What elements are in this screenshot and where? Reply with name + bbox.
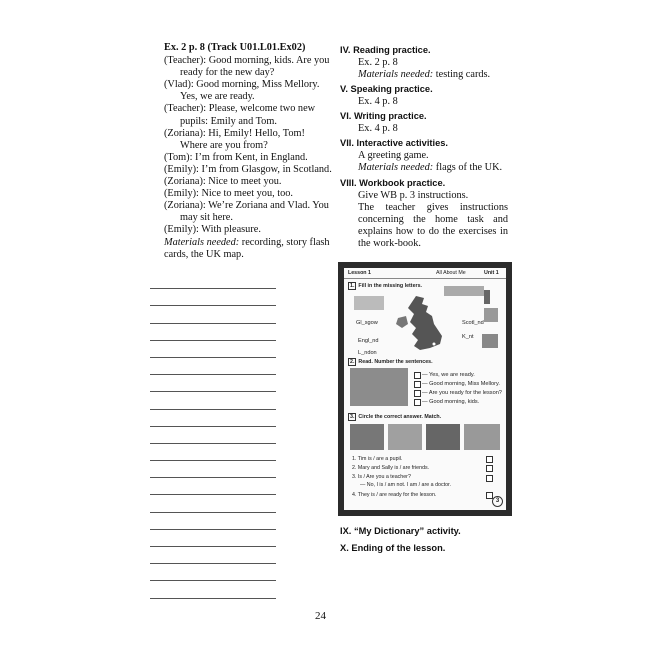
workbook-task-2 — [348, 358, 433, 366]
materials-needed — [340, 69, 508, 81]
materials-label: Materials needed: — [358, 162, 434, 174]
lesson-plan-column — [340, 42, 508, 250]
workbook-page-image — [338, 262, 512, 516]
workbook-topic: All About Me — [436, 270, 466, 276]
writing-line — [150, 427, 276, 444]
exercise-ref: Ex. 2 p. 8 — [358, 57, 398, 68]
dialogue-line: (Vlad): Good morning, Miss Mellory. Yes, we are ready. — [164, 79, 320, 103]
dialogue-line: (Teacher): Good morning, kids. Are you ready for the new day? — [164, 55, 330, 79]
workbook-lesson: Lesson 1 — [348, 270, 371, 276]
task-number: 3. — [350, 414, 355, 420]
materials-label: Materials needed: — [164, 236, 240, 248]
answer-box[interactable] — [414, 390, 421, 397]
writing-line — [150, 272, 276, 289]
dialogue-line: (Teacher): Please, welcome two new pupils: Emily and Tom. — [164, 103, 316, 127]
sentence: — No, I is / am not. I am / are a doctor. — [360, 482, 451, 488]
writing-line — [150, 306, 276, 323]
workbook-page-number: 3 — [492, 496, 503, 507]
writing-line — [150, 358, 276, 375]
uk-map-icon — [394, 294, 454, 354]
writing-line — [150, 513, 276, 530]
photo-girls — [388, 424, 422, 450]
dialogue-line: (Emily): Nice to meet you, too. — [164, 188, 293, 200]
photo-doctor — [426, 424, 460, 450]
writing-lines — [150, 272, 276, 599]
writing-line — [150, 478, 276, 495]
answer-box[interactable] — [486, 475, 493, 482]
writing-line — [150, 495, 276, 512]
photo-class — [464, 424, 500, 450]
bikes-picture — [354, 296, 384, 310]
sentence: 1. Tim is / are a pupil. — [352, 456, 403, 462]
map-label: Engl_nd — [358, 338, 379, 344]
dialogue-line: (Zoriana): Hi, Emily! Hello, Tom! Where are you from? — [164, 127, 305, 151]
dialogue-line: (Emily): I’m from Glasgow, in Scotland. — [164, 163, 332, 175]
castle-picture — [482, 334, 498, 348]
sentence: 3. Is / Are you a teacher? — [352, 474, 411, 480]
map-label: L_ndon — [358, 350, 377, 356]
writing-line — [150, 530, 276, 547]
sentence: — Good morning, kids. — [422, 399, 480, 405]
section-heading: VI. Writing practice. — [340, 111, 427, 122]
sentence: 2. Mary and Sally is / are friends. — [352, 465, 430, 471]
writing-line — [150, 461, 276, 478]
writing-line — [150, 547, 276, 564]
materials-label: Materials needed: — [358, 69, 434, 81]
writing-line — [150, 289, 276, 306]
task-number: 1. — [350, 283, 355, 289]
materials-text: recording, story flash cards, the UK map. — [164, 236, 330, 260]
section-heading: X. Ending of the lesson. — [340, 543, 446, 553]
answer-box[interactable] — [414, 399, 421, 406]
writing-line — [150, 564, 276, 581]
materials-text: testing cards. — [433, 69, 491, 81]
instruction-text: The teacher gives instructions concerning the home task and explains how to do the exercises in the work-book. — [358, 201, 508, 249]
writing-line — [150, 324, 276, 341]
dialogue-line: (Zoriana): We’re Zoriana and Vlad. You may sit here. — [164, 200, 329, 224]
section-heading: V. Speaking practice. — [340, 84, 433, 95]
materials-needed — [164, 237, 332, 261]
task-text: Read. Number the sentences. — [358, 359, 433, 365]
sentence: — Good morning, Miss Mellory. — [422, 381, 500, 387]
section-heading: VIII. Workbook practice. — [340, 177, 446, 188]
answer-box[interactable] — [414, 381, 421, 388]
task-text: Fill in the missing letters. — [358, 283, 422, 289]
map-label: K_nt — [462, 334, 474, 340]
sentence: 4. They is / are ready for the lesson. — [352, 492, 437, 498]
photo-boy — [350, 424, 384, 450]
answer-box[interactable] — [486, 465, 493, 472]
bagpipe-picture — [484, 308, 498, 322]
task-text: Circle the correct answer. Match. — [358, 414, 442, 420]
sentence: — Are you ready for the lesson? — [422, 390, 502, 396]
landmarks-picture — [444, 286, 484, 296]
writing-line — [150, 410, 276, 427]
section-heading: IX. “My Dictionary” activity. — [340, 526, 461, 536]
classroom-picture — [350, 368, 408, 406]
exercise-ref: Ex. 4 p. 8 — [358, 96, 398, 108]
guard-picture — [484, 290, 490, 304]
page-number: 24 — [315, 610, 326, 622]
writing-line — [150, 392, 276, 409]
workbook-task-1 — [348, 282, 422, 290]
materials-needed — [340, 162, 508, 174]
workbook-unit: Unit 1 — [484, 270, 499, 276]
map-label: Gl_sgow — [356, 320, 378, 326]
writing-line — [150, 581, 276, 598]
dialogue-line: (Emily): With pleasure. — [164, 224, 261, 236]
answer-box[interactable] — [486, 456, 493, 463]
section-heading: IV. Reading practice. — [340, 45, 431, 55]
dialogue-line: (Zoriana): Nice to meet you. — [164, 176, 282, 188]
workbook-header — [344, 268, 506, 279]
answer-box[interactable] — [414, 372, 421, 379]
workbook-page-content — [344, 268, 506, 510]
dialogue-column — [164, 42, 332, 261]
dialogue-line: (Tom): I’m from Kent, in England. — [164, 151, 308, 163]
task-number: 2. — [350, 359, 355, 365]
instruction-text: Give WB p. 3 instructions. — [358, 189, 469, 201]
materials-text: flags of the UK. — [433, 162, 503, 174]
sentence: — Yes, we are ready. — [422, 372, 475, 378]
section-heading: VII. Interactive activities. — [340, 138, 448, 149]
map-label: Scotl_nd — [462, 320, 484, 326]
writing-line — [150, 341, 276, 358]
workbook-task-3 — [348, 413, 441, 421]
writing-line — [150, 375, 276, 392]
activity-text: A greeting game. — [358, 150, 429, 162]
exercise-ref: Ex. 4 p. 8 — [358, 123, 398, 135]
writing-line — [150, 444, 276, 461]
exercise-title: Ex. 2 p. 8 (Track U01.L01.Ex02) — [164, 42, 306, 53]
